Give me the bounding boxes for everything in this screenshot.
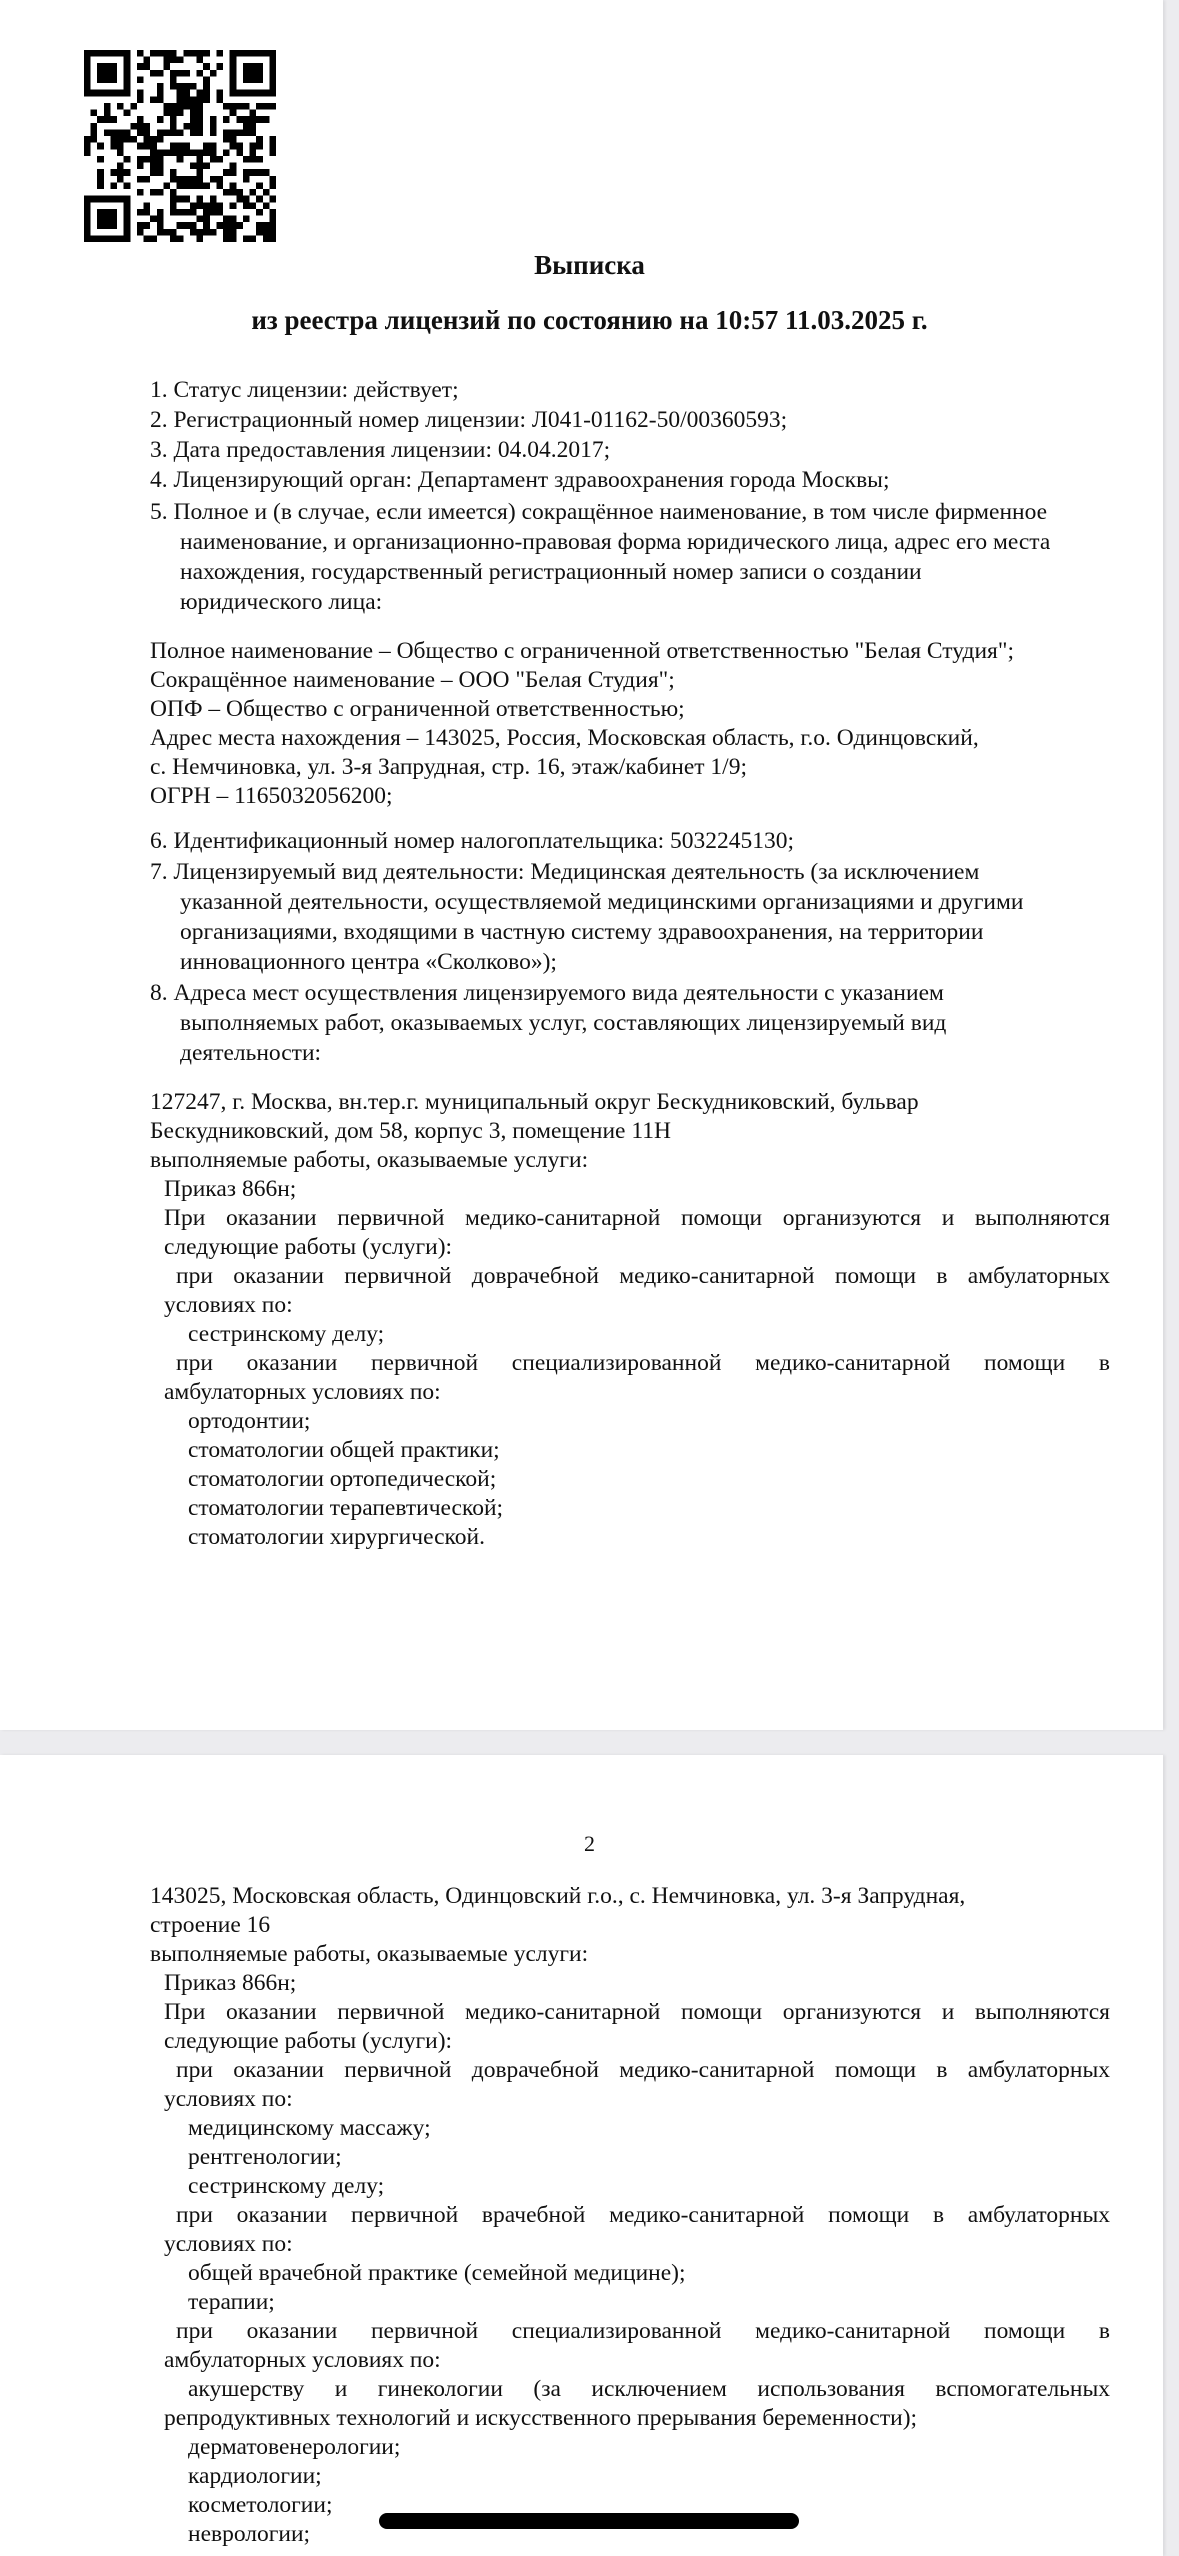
service-radiology: рентгенологии; <box>188 2144 342 2170</box>
site-2-works-label: следующие работы (услуги): <box>164 2028 453 2054</box>
item-5-line-2: наименование, и организационно-правовая форма юридического лица, адрес его места <box>180 529 1051 555</box>
service-nursing: сестринскому делу; <box>188 1321 385 1347</box>
document-title: Выписка <box>534 250 645 280</box>
document-page-2 <box>0 1755 1163 2556</box>
service-therapeutic-dentistry: стоматологии терапевтической; <box>188 1495 504 1521</box>
service-obstetrics-line-2: репродуктивных технологий и искусственного прерывания беременности); <box>164 2405 918 2431</box>
site-1-specialized: при оказании первичной специализированной медико-санитарной помощи в <box>176 1350 1110 1376</box>
item-7-line-1: 7. Лицензируемый вид деятельности: Медицинская деятельность (за исключением <box>150 859 980 885</box>
site-2-address-line-2: строение 16 <box>150 1912 271 1938</box>
item-date: 3. Дата предоставления лицензии: 04.04.2017; <box>150 437 611 463</box>
site-2-conditions-3: амбулаторных условиях по: <box>164 2347 441 2373</box>
item-8-line-1: 8. Адреса мест осуществления лицензируемого вида деятельности с указанием <box>150 980 944 1006</box>
item-7-line-3: организациями, входящими в частную систему здравоохранения, на территории <box>180 919 984 945</box>
site-2-prehospital: при оказании первичной доврачебной медико-санитарной помощи в амбулаторных <box>176 2057 1110 2083</box>
opf: ОПФ – Общество с ограниченной ответственностью; <box>150 696 685 722</box>
qr-code <box>84 50 276 242</box>
site-2-specialized: при оказании первичной специализированной медико-санитарной помощи в <box>176 2318 1110 2344</box>
service-general-dentistry: стоматологии общей практики; <box>188 1437 500 1463</box>
service-orthodontics: ортодонтии; <box>188 1408 311 1434</box>
address-line-2: с. Немчиновка, ул. 3-я Запрудная, стр. 16, этаж/кабинет 1/9; <box>150 754 747 780</box>
service-obstetrics-line-1: акушерству и гинекологии (за исключением использования вспомогательных <box>188 2376 1110 2402</box>
item-7-line-2: указанной деятельности, осуществляемой медицинскими организациями и другими <box>180 889 1024 915</box>
item-5-line-4: юридического лица: <box>180 589 383 615</box>
item-5-line-3: нахождения, государственный регистрационный номер записи о создании <box>180 559 922 585</box>
service-massage: медицинскому массажу; <box>188 2115 431 2141</box>
service-orthopedic-dentistry: стоматологии ортопедической; <box>188 1466 497 1492</box>
item-status: 1. Статус лицензии: действует; <box>150 377 459 403</box>
item-8-line-2: выполняемых работ, оказываемых услуг, составляющих лицензируемый вид <box>180 1010 947 1036</box>
item-7-line-4: инновационного центра «Сколково»); <box>180 949 557 975</box>
page-number: 2 <box>584 1831 595 1856</box>
full-name: Полное наименование – Общество с ограниченной ответственностью "Белая Студия"; <box>150 638 1014 664</box>
item-inn: 6. Идентификационный номер налогоплательщика: 5032245130; <box>150 828 795 854</box>
short-name: Сокращённое наименование – ООО "Белая Студия"; <box>150 667 675 693</box>
site-1-services-heading: выполняемые работы, оказываемые услуги: <box>150 1147 589 1173</box>
site-1-works-label: следующие работы (услуги): <box>164 1234 453 1260</box>
service-cardiology: кардиологии; <box>188 2463 322 2489</box>
item-8-line-3: деятельности: <box>180 1040 322 1066</box>
site-2-address-line-1: 143025, Московская область, Одинцовский г.о., с. Немчиновка, ул. 3-я Запрудная, <box>150 1883 966 1909</box>
service-nursing-2: сестринскому делу; <box>188 2173 385 2199</box>
site-1-conditions-2: амбулаторных условиях по: <box>164 1379 441 1405</box>
site-1-prehospital: при оказании первичной доврачебной медико-санитарной помощи в амбулаторных <box>176 1263 1110 1289</box>
ogrn: ОГРН – 1165032056200; <box>150 783 393 809</box>
service-cosmetology: косметологии; <box>188 2492 333 2518</box>
site-1-conditions: условиях по: <box>164 1292 293 1318</box>
item-5-line-1: 5. Полное и (в случае, если имеется) сокращённое наименование, в том числе фирменное <box>150 499 1048 525</box>
site-2-order: Приказ 866н; <box>164 1970 297 1996</box>
site-1-address-line-1: 127247, г. Москва, вн.тер.г. муниципальный округ Бескудниковский, бульвар <box>150 1089 919 1115</box>
item-authority: 4. Лицензирующий орган: Департамент здравоохранения города Москвы; <box>150 467 890 493</box>
service-therapy: терапии; <box>188 2289 275 2315</box>
site-2-conditions: условиях по: <box>164 2086 293 2112</box>
service-dermatovenereology: дерматовенерологии; <box>188 2434 401 2460</box>
site-1-order: Приказ 866н; <box>164 1176 297 1202</box>
item-reg-number: 2. Регистрационный номер лицензии: Л041-01162-50/00360593; <box>150 407 788 433</box>
site-2-conditions-2: условиях по: <box>164 2231 293 2257</box>
site-2-primary-help: При оказании первичной медико-санитарной помощи организуются и выполняются <box>164 1999 1110 2025</box>
site-2-services-heading: выполняемые работы, оказываемые услуги: <box>150 1941 589 1967</box>
home-indicator[interactable] <box>379 2513 799 2529</box>
service-surgical-dentistry: стоматологии хирургической. <box>188 1524 485 1550</box>
service-neurology: неврологии; <box>188 2521 311 2547</box>
site-1-primary-help: При оказании первичной медико-санитарной помощи организуются и выполняются <box>164 1205 1110 1231</box>
site-1-address-line-2: Бескудниковский, дом 58, корпус 3, помещение 11Н <box>150 1118 671 1144</box>
service-general-practice: общей врачебной практике (семейной медицине); <box>188 2260 686 2286</box>
address-line-1: Адрес места нахождения – 143025, Россия, Московская область, г.о. Одинцовский, <box>150 725 979 751</box>
document-subtitle: из реестра лицензий по состоянию на 10:57 11.03.2025 г. <box>251 305 928 335</box>
site-2-physician-help: при оказании первичной врачебной медико-санитарной помощи в амбулаторных <box>176 2202 1110 2228</box>
